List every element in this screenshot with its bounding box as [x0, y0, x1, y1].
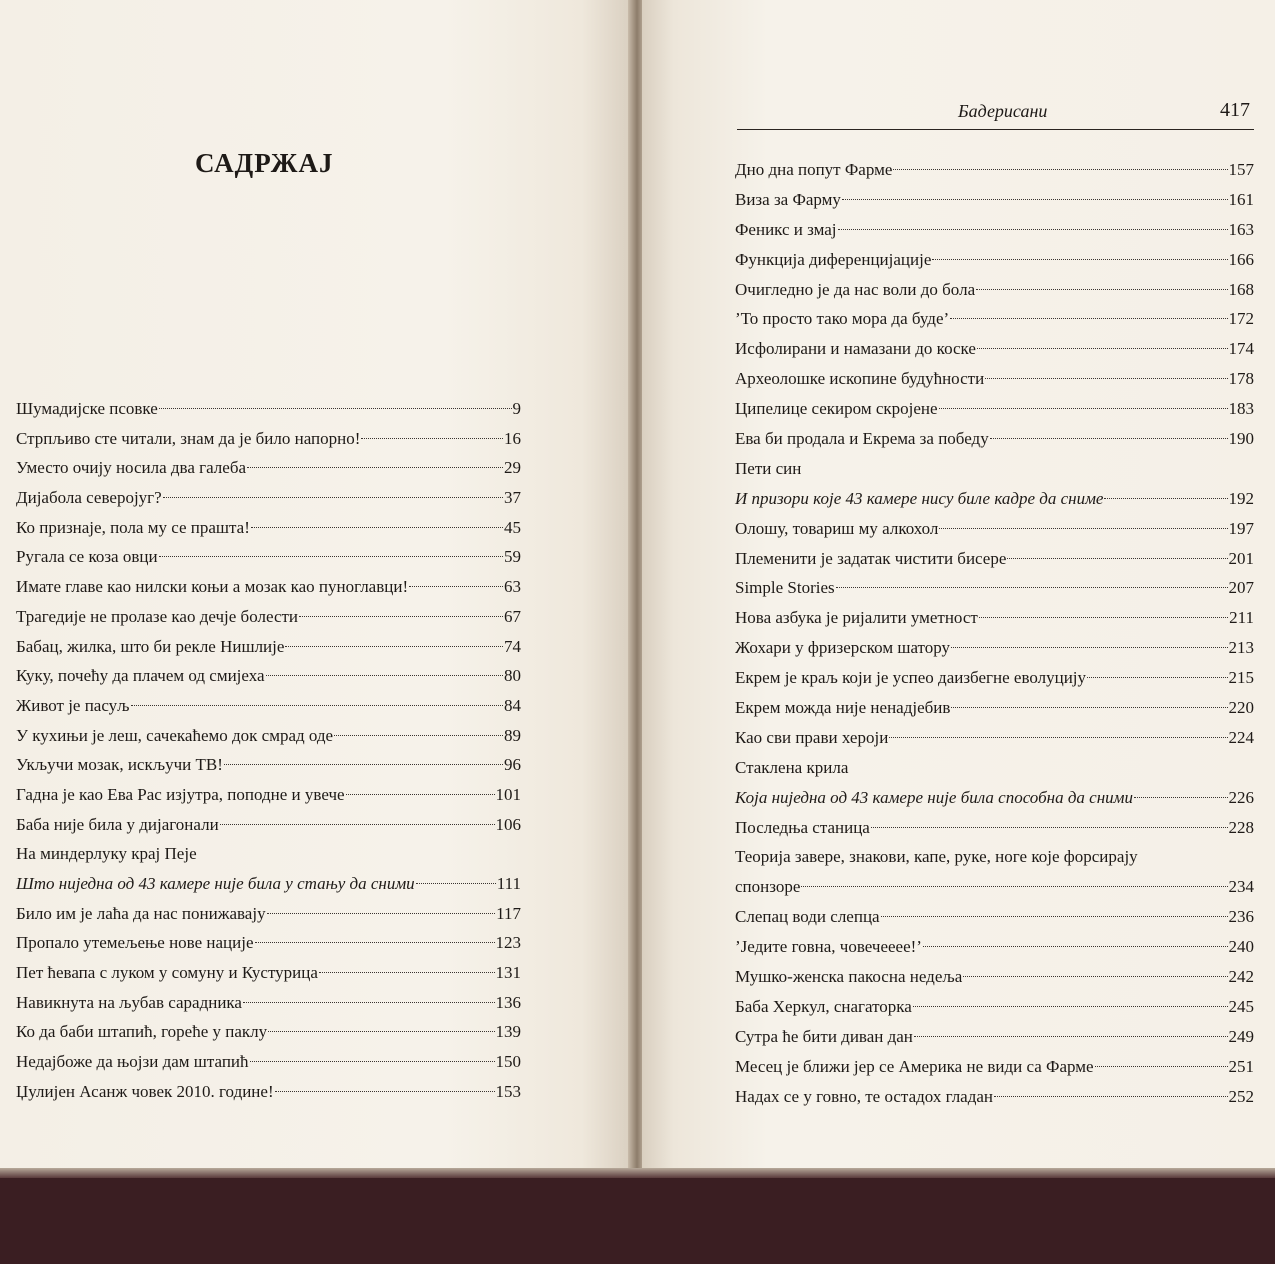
toc-entry-page: 174: [1228, 339, 1254, 359]
toc-entry-title: Укључи мозак, искључи ТВ!: [16, 755, 223, 775]
toc-entry-title: У кухињи је леш, сачекаћемо док смрад оде: [16, 725, 334, 745]
dot-leader: [939, 408, 1228, 409]
dot-leader: [251, 527, 503, 528]
dot-leader: [416, 883, 496, 884]
dot-leader: [914, 1036, 1228, 1037]
dot-leader: [220, 824, 495, 825]
toc-entry-title: Дијабола северојуг?: [16, 488, 162, 508]
toc-entry-title: ’То просто тако мора да буде’: [735, 309, 950, 329]
toc-entry-title: Ципелице секиром скројене: [735, 399, 938, 419]
toc-entry-title: Шумадијске псовке: [16, 399, 158, 418]
toc-entry: [735, 1082, 1254, 1112]
toc-entry-page: 136: [495, 992, 521, 1012]
toc-entry-page: 245: [1228, 996, 1254, 1016]
toc-entry-title: Ко да баби штапић, гореће у паклу: [16, 1022, 268, 1042]
dot-leader: [361, 438, 503, 439]
toc-entry-title: Што ниједна од 43 камере није била у стању да сними: [16, 874, 415, 893]
toc-entry-title: Археолошке ископине будућности: [735, 369, 985, 389]
toc-entry: [735, 813, 1254, 843]
toc-entry-title: Недајбоже да њојзи дам штапић: [16, 1052, 249, 1072]
toc-entry-page: 213: [1228, 638, 1254, 658]
toc-entry-page: 101: [495, 784, 521, 804]
toc-entry-title: Сутра ће бити диван дан: [735, 1026, 913, 1046]
dot-leader: [985, 378, 1227, 379]
dot-leader: [932, 259, 1227, 260]
dot-leader: [334, 735, 503, 736]
toc-entry: [735, 334, 1254, 364]
toc-entry-title: Било им је лаћа да нас понижавају: [16, 903, 266, 923]
toc-entry-title: Мушко-женска пакосна недеља: [735, 967, 963, 987]
toc-entry-title: Уместо очију носила два галеба: [16, 458, 247, 478]
dot-leader: [893, 169, 1227, 170]
toc-entry-page: 252: [1228, 1086, 1254, 1106]
dot-leader: [889, 737, 1227, 738]
toc-entry-title: Пет ћевапа с луком у сомуну и Кустурица: [16, 963, 318, 983]
toc-entry-title: Као сви прави хероји: [735, 727, 889, 747]
toc-entry-title: Олошу, товариш му алкохол: [735, 518, 939, 538]
toc-entry-page: 153: [495, 1081, 521, 1101]
toc-entry-title: Ева би продала и Екрема за победу: [735, 429, 989, 449]
toc-entry: [16, 750, 521, 780]
dot-leader: [950, 318, 1227, 319]
toc-entry: [735, 1052, 1254, 1082]
toc-entry-page: 67: [504, 606, 521, 626]
toc-entry-page: 207: [1228, 578, 1254, 598]
toc-entry: [735, 304, 1254, 334]
toc-list-right: [735, 155, 1254, 1112]
dot-leader: [268, 1031, 494, 1032]
toc-entry: [735, 394, 1254, 424]
toc-entry: [16, 424, 521, 454]
toc-entry-title: Дно дна попут Фарме: [735, 160, 893, 179]
toc-entry-page: 89: [504, 725, 521, 745]
toc-entry-title: Теорија завере, знакови, капе, руке, ноге које форсирају: [735, 847, 1138, 867]
toc-entry-page: 249: [1228, 1026, 1254, 1046]
toc-entry-title: Ко признаје, пола му се прашта!: [16, 517, 250, 537]
toc-entry: [16, 839, 521, 869]
dot-leader: [976, 289, 1227, 290]
toc-entry-title: Ругала се коза овци: [16, 547, 158, 567]
dot-leader: [951, 707, 1227, 708]
toc-entry-page: 45: [504, 517, 521, 537]
toc-entry-page: 29: [504, 458, 521, 478]
toc-entry-title: Пропало утемељење нове нације: [16, 933, 254, 953]
toc-entry-title: Баба није била у дијагонали: [16, 814, 219, 834]
toc-entry: [16, 542, 521, 572]
toc-entry: [735, 723, 1254, 753]
toc-entry: [16, 780, 521, 810]
toc-entry-page: 157: [1228, 160, 1254, 179]
toc-entry: [735, 454, 1254, 484]
toc-entry-page: 211: [1229, 608, 1254, 628]
dot-leader: [836, 587, 1228, 588]
toc-entry: [735, 842, 1254, 872]
toc-entry-title: Очигледно је да нас воли до бола: [735, 279, 976, 299]
toc-entry: [16, 899, 521, 929]
toc-heading: САДРЖАЈ: [195, 148, 334, 178]
toc-entry-title: ’Једите говна, човечееее!’: [735, 937, 922, 957]
toc-entry: [16, 513, 521, 543]
toc-entry: [16, 572, 521, 602]
toc-entry: [735, 245, 1254, 275]
dot-leader: [346, 794, 495, 795]
toc-entry-title: Стаклена крила: [735, 757, 849, 777]
toc-entry: [16, 453, 521, 483]
dot-leader: [881, 916, 1228, 917]
dot-leader: [977, 348, 1228, 349]
toc-entry-page: 234: [1228, 877, 1254, 897]
toc-entry: [735, 1022, 1254, 1052]
dot-leader: [266, 675, 503, 676]
page-number: 417: [1220, 99, 1250, 121]
toc-entry-title: Исфолирани и намазани до коске: [735, 339, 976, 359]
dot-leader: [163, 497, 503, 498]
toc-entry-page: 168: [1228, 279, 1254, 299]
toc-entry-page: 172: [1228, 309, 1254, 329]
toc-entry: [735, 603, 1254, 633]
toc-entry-page: 9: [512, 399, 521, 418]
toc-entry-page: 117: [496, 903, 521, 923]
toc-entry: [16, 394, 521, 424]
dot-leader: [409, 586, 503, 587]
toc-entry-title: Нова азбука је ријалити уметност: [735, 608, 978, 628]
toc-entry-title: Пети син: [735, 458, 802, 478]
toc-entry: [735, 275, 1254, 305]
toc-entry-title: Стрпљиво сте читали, знам да је било напорно!: [16, 428, 361, 448]
toc-entry: [16, 869, 521, 899]
toc-entry: [735, 962, 1254, 992]
toc-entry-page: 37: [504, 488, 521, 508]
toc-entry-title: Слепац води слепца: [735, 907, 880, 927]
toc-entry: [16, 661, 521, 691]
toc-entry-page: 178: [1228, 369, 1254, 389]
toc-entry: [16, 1077, 521, 1107]
dot-leader: [1087, 677, 1227, 678]
toc-entry: [16, 483, 521, 513]
toc-entry-page: 16: [504, 428, 521, 448]
toc-entry-page: 59: [504, 547, 521, 567]
toc-entry: [735, 633, 1254, 663]
dot-leader: [285, 646, 503, 647]
toc-entry: [735, 783, 1254, 813]
toc-entry: [735, 185, 1254, 215]
toc-entry: [16, 958, 521, 988]
toc-entry: [735, 155, 1254, 185]
dot-leader: [923, 946, 1228, 947]
toc-entry-page: 226: [1228, 787, 1254, 807]
toc-entry-page: 192: [1228, 488, 1254, 508]
toc-entry: [16, 810, 521, 840]
running-head: Бадерисани: [958, 101, 1048, 121]
toc-entry-title: Племенити је задатак чистити бисере: [735, 548, 1007, 568]
toc-entry-page: 139: [495, 1022, 521, 1042]
dot-leader: [1104, 498, 1227, 499]
toc-entry-title: Последња станица: [735, 817, 870, 837]
toc-entry-page: 123: [495, 933, 521, 953]
toc-entry-title: Надах се у говно, те остадох гладан: [735, 1086, 994, 1106]
toc-entry: [16, 691, 521, 721]
dot-leader: [319, 972, 495, 973]
toc-entry-title: Месец је ближи јер се Америка не види са Фарме: [735, 1056, 1094, 1076]
toc-entry-page: 111: [496, 874, 521, 893]
toc-entry-title: На миндерлуку крај Пеје: [16, 844, 197, 864]
toc-entry-title: И призори које 43 камере нису биле кадре да сниме: [735, 488, 1104, 508]
toc-entry-title: Имате главе као нилски коњи а мозак као пуноглавци!: [16, 577, 409, 597]
dot-leader: [913, 1006, 1228, 1007]
toc-entry-page: 131: [495, 963, 521, 983]
toc-entry-page: 166: [1228, 249, 1254, 269]
toc-entry: [735, 992, 1254, 1022]
toc-entry-title: Бабац, жилка, што би рекле Нишлије: [16, 636, 285, 656]
page-bottom-edge: [0, 1168, 1275, 1178]
dot-leader: [871, 827, 1228, 828]
toc-entry: [16, 632, 521, 662]
header-rule: [737, 129, 1254, 130]
dot-leader: [1134, 797, 1228, 798]
dot-leader: [159, 556, 503, 557]
toc-entry-page: 220: [1228, 698, 1254, 718]
dot-leader: [267, 913, 496, 914]
toc-entry: [735, 932, 1254, 962]
dot-leader: [979, 617, 1228, 618]
toc-entry-page: 106: [495, 814, 521, 834]
toc-entry-page: 63: [504, 577, 521, 597]
toc-entry: [16, 928, 521, 958]
toc-entry-title: Живот је пасуљ: [16, 695, 130, 715]
toc-entry-title: Екрем је краљ који је успео даизбегне еволуцију: [735, 668, 1087, 688]
toc-entry: [735, 364, 1254, 394]
toc-entry-page: 161: [1228, 189, 1254, 209]
toc-entry-title: Simple Stories: [735, 578, 835, 598]
toc-entry-title: Екрем можда није ненадјебив: [735, 698, 951, 718]
toc-entry-page: 251: [1228, 1056, 1254, 1076]
toc-entry-title: Куку, почећу да плачем од смијеха: [16, 666, 265, 686]
toc-entry: [735, 693, 1254, 723]
left-page: [0, 0, 632, 1172]
toc-entry-page: 80: [504, 666, 521, 686]
toc-entry: [735, 544, 1254, 574]
dot-leader: [963, 976, 1227, 977]
toc-entry: [735, 424, 1254, 454]
dot-leader: [994, 1096, 1227, 1097]
dot-leader: [250, 1061, 495, 1062]
toc-entry: [735, 215, 1254, 245]
dot-leader: [842, 199, 1228, 200]
dot-leader: [951, 647, 1227, 648]
toc-entry-page: 197: [1228, 518, 1254, 538]
toc-entry-page: 215: [1228, 668, 1254, 688]
toc-entry-title: Виза за Фарму: [735, 189, 841, 209]
toc-entry-title: Која ниједна од 43 камере није била способна да сними: [735, 787, 1133, 807]
toc-entry-title: Жохари у фризерском шатору: [735, 638, 951, 658]
toc-entry-page: 228: [1228, 817, 1254, 837]
dot-leader: [1095, 1066, 1228, 1067]
toc-entry-page: 150: [495, 1052, 521, 1072]
toc-entry-page: 224: [1228, 727, 1254, 747]
dot-leader: [838, 229, 1228, 230]
dot-leader: [247, 467, 503, 468]
toc-entry: [735, 902, 1254, 932]
toc-entry-page: 183: [1228, 399, 1254, 419]
toc-entry-page: 163: [1228, 219, 1254, 239]
dot-leader: [255, 942, 495, 943]
toc-entry: [735, 872, 1254, 902]
toc-entry-title: Функција диференцијације: [735, 249, 932, 269]
toc-entry-title: Навикнута на љубав сарадника: [16, 992, 242, 1012]
toc-entry-page: 240: [1228, 937, 1254, 957]
toc-entry-page: 201: [1228, 548, 1254, 568]
toc-entry: [735, 573, 1254, 603]
toc-entry-page: 190: [1228, 429, 1254, 449]
toc-entry: [735, 663, 1254, 693]
toc-entry-page: 96: [504, 755, 521, 775]
toc-entry-page: 242: [1228, 967, 1254, 987]
toc-entry-title: Баба Херкул, снагаторка: [735, 996, 912, 1016]
toc-entry-page: 236: [1228, 907, 1254, 927]
dot-leader: [243, 1002, 495, 1003]
dot-leader: [224, 764, 503, 765]
toc-entry: [735, 514, 1254, 544]
toc-entry-page: 84: [504, 695, 521, 715]
toc-entry-title: Трагедије не пролазе као дечје болести: [16, 606, 299, 626]
toc-entry: [16, 1017, 521, 1047]
toc-entry: [16, 988, 521, 1018]
toc-list-left: [16, 394, 521, 1107]
dot-leader: [801, 886, 1227, 887]
dot-leader: [159, 408, 512, 409]
dot-leader: [299, 616, 503, 617]
toc-entry: [735, 753, 1254, 783]
toc-entry-title: Џулијен Асанж човек 2010. године!: [16, 1081, 274, 1101]
toc-entry: [16, 1047, 521, 1077]
dot-leader: [939, 528, 1227, 529]
toc-entry: [735, 484, 1254, 514]
toc-entry-page: 74: [504, 636, 521, 656]
toc-entry-title: спонзоре: [735, 877, 801, 897]
dot-leader: [275, 1091, 495, 1092]
toc-entry-title: Гадна је као Ева Рас изјутра, поподне и увече: [16, 784, 345, 804]
toc-entry: [16, 602, 521, 632]
dot-leader: [131, 705, 503, 706]
toc-entry: [16, 721, 521, 751]
dot-leader: [990, 438, 1228, 439]
dot-leader: [1007, 558, 1227, 559]
toc-entry-title: Феникс и змај: [735, 219, 837, 239]
